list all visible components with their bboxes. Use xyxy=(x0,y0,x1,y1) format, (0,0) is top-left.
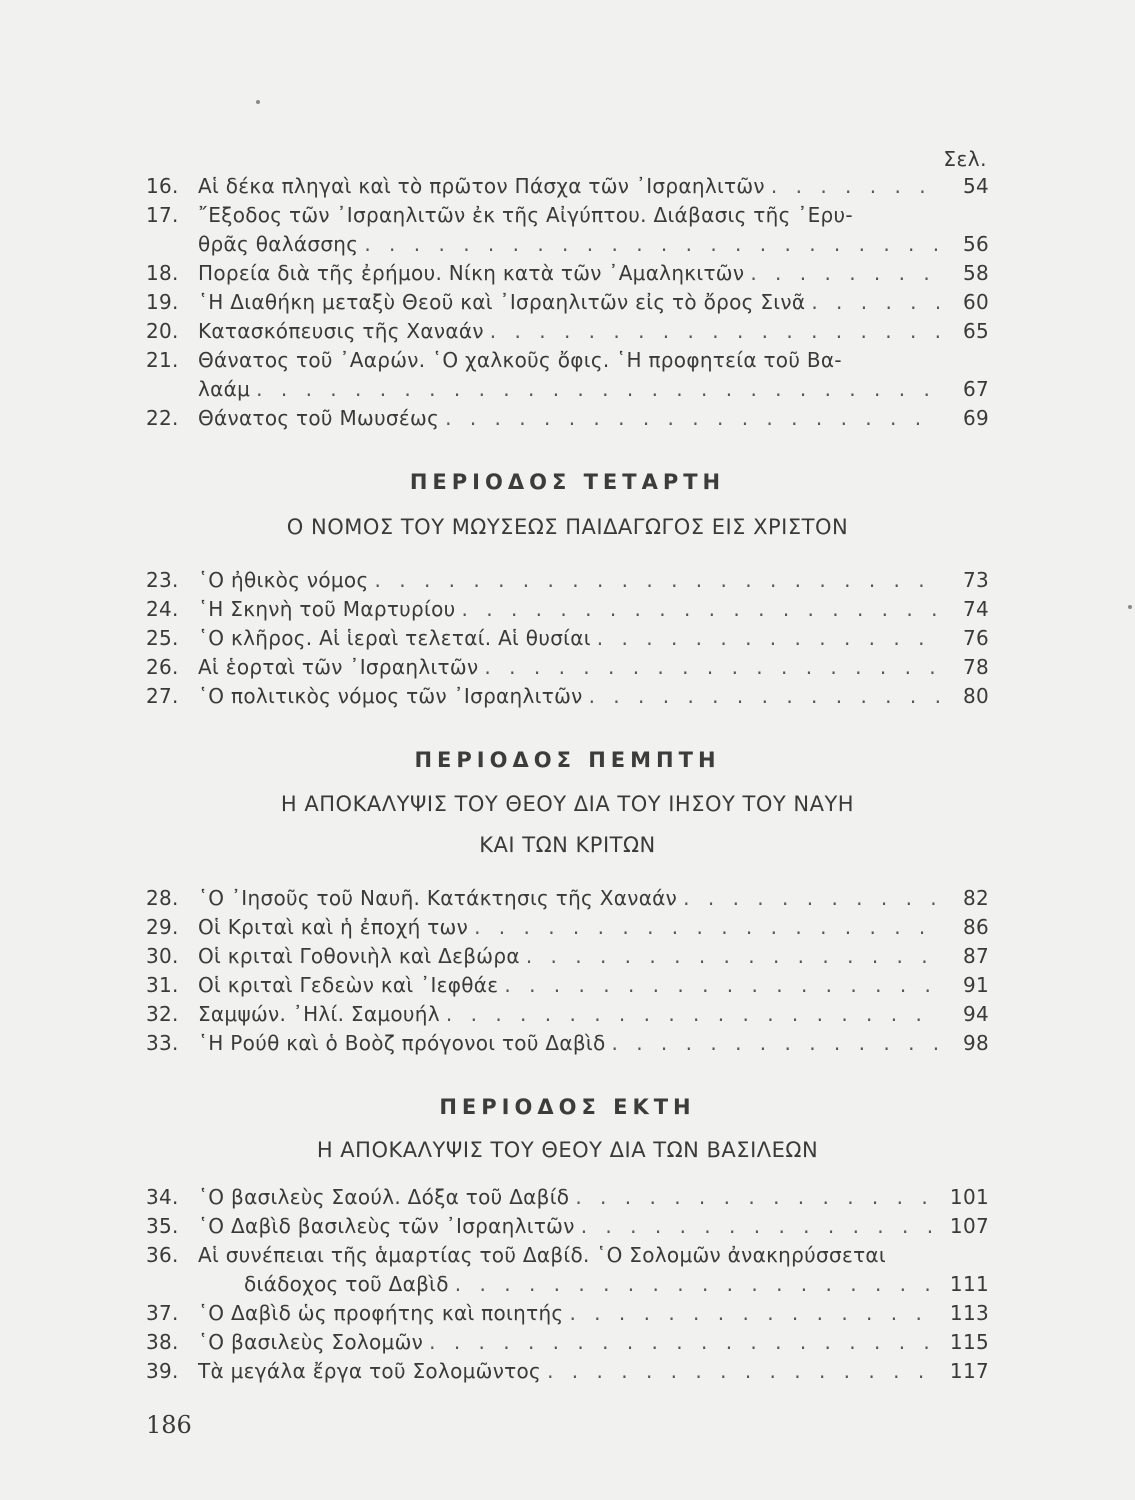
chapter-number: 18. xyxy=(146,261,179,285)
page-reference: 78 xyxy=(962,655,989,679)
toc-entry-line xyxy=(146,1212,989,1241)
chapter-title: Τὰ μεγάλα ἔργα τοῦ Σολομῶντος xyxy=(198,1359,542,1383)
dot-leader xyxy=(474,913,939,942)
page-reference: 54 xyxy=(962,174,989,198)
chapter-title: ῾Η Ρούθ καὶ ὁ Βοὸζ πρόγονοι τοῦ Δαβὶδ xyxy=(198,1031,606,1055)
toc-entry xyxy=(146,682,989,711)
chapter-title: ῾Η Σκηνὴ τοῦ Μαρτυρίου xyxy=(198,597,456,621)
toc-entry-line xyxy=(146,942,989,971)
chapter-title: ῾Ο Δαβὶδ βασιλεὺς τῶν ᾿Ισραηλιτῶν xyxy=(198,1214,575,1238)
toc-entry-line xyxy=(146,346,989,375)
page-reference: 115 xyxy=(949,1330,989,1354)
period-heading-5: ΠΕΡΙΟΔΟΣ ΠΕΜΠΤΗ xyxy=(414,748,721,772)
dot-leader xyxy=(484,653,939,682)
chapter-title: Οἱ Κριταὶ καὶ ἡ ἐποχή των xyxy=(198,915,469,939)
page-reference: 113 xyxy=(949,1301,989,1325)
toc-entry-line xyxy=(146,971,989,1000)
page-reference: 87 xyxy=(962,944,989,968)
page-reference: 76 xyxy=(962,626,989,650)
page-reference: 107 xyxy=(949,1214,989,1238)
chapter-title: ῾Ο Δαβὶδ ὡς προφήτης καὶ ποιητής xyxy=(198,1301,564,1325)
chapter-title: Σαμψών. ᾿Ηλί. Σαμουήλ xyxy=(198,1002,440,1026)
chapter-number: 26. xyxy=(146,655,179,679)
toc-entry xyxy=(146,1241,989,1299)
chapter-title: Πορεία διὰ τῆς ἐρήμου. Νίκη κατὰ τῶν ᾿Αμαληκιτῶν xyxy=(198,261,745,285)
dot-leader xyxy=(581,1212,939,1241)
toc-entry-continuation xyxy=(146,230,989,259)
chapter-number: 33. xyxy=(146,1031,179,1055)
dot-leader xyxy=(455,1270,939,1299)
dot-leader xyxy=(547,1357,939,1386)
chapter-number: 22. xyxy=(146,406,179,430)
chapter-number: 23. xyxy=(146,568,179,592)
chapter-title: ῾Ο βασιλεὺς Σολομῶν xyxy=(198,1330,424,1354)
toc-entry xyxy=(146,1299,989,1328)
toc-entry-line xyxy=(146,201,989,230)
dot-leader xyxy=(256,375,939,404)
chapter-title: Θάνατος τοῦ Μωυσέως xyxy=(198,406,440,430)
dot-leader xyxy=(429,1328,939,1357)
chapter-number: 27. xyxy=(146,684,179,708)
period-heading-4: ΠΕΡΙΟΔΟΣ ΤΕΤΑΡΤΗ xyxy=(409,470,726,494)
chapter-title: ῎Εξοδος τῶν ᾿Ισραηλιτῶν ἐκ τῆς Αἰγύπτου. Διάβασις τῆς ᾿Ερυ- xyxy=(198,203,853,227)
chapter-title: Οἱ κριταὶ Γεδεὼν καὶ ᾿Ιεφθάε xyxy=(198,973,499,997)
toc-entry-line xyxy=(146,172,989,201)
dot-leader xyxy=(575,1183,939,1212)
toc-entry-line xyxy=(146,653,989,682)
chapter-number: 29. xyxy=(146,915,179,939)
chapter-number: 19. xyxy=(146,290,179,314)
chapter-number: 16. xyxy=(146,174,179,198)
toc-entry-line xyxy=(146,624,989,653)
chapter-title: ῾Η Διαθήκη μεταξὺ Θεοῦ καὶ ᾿Ισραηλιτῶν εἰς τὸ ὄρος Σινᾶ xyxy=(198,290,806,314)
toc-entry xyxy=(146,259,989,288)
page-reference: 111 xyxy=(949,1272,989,1296)
page-reference: 117 xyxy=(949,1359,989,1383)
section-title-5-line1: Η ΑΠΟΚΑΛΥΨΙΣ ΤΟΥ ΘΕΟΥ ΔΙΑ ΤΟΥ ΙΗΣΟΥ ΤΟΥ ΝΑΥΗ xyxy=(280,792,855,816)
section-title-4: Ο ΝΟΜΟΣ ΤΟΥ ΜΩΥΣΕΩΣ ΠΑΙΔΑΓΩΓΟΣ ΕΙΣ ΧΡΙΣΤΟΝ xyxy=(286,515,849,539)
chapter-title: ῾Ο κλῆρος. Αἱ ἱεραὶ τελεταί. Αἱ θυσίαι xyxy=(198,626,591,650)
toc-entry-line xyxy=(146,404,989,433)
dot-leader xyxy=(750,259,939,288)
toc-entry-line xyxy=(146,682,989,711)
chapter-title: Αἱ δέκα πληγαὶ καὶ τὸ πρῶτον Πάσχα τῶν ᾿Ισραηλιτῶν xyxy=(198,174,765,198)
page-column-label: Σελ. xyxy=(943,147,987,171)
toc-entry-line xyxy=(146,1328,989,1357)
toc-entry-line xyxy=(146,884,989,913)
section-title-6: Η ΑΠΟΚΑΛΥΨΙΣ ΤΟΥ ΘΕΟΥ ΔΙΑ ΤΩΝ ΒΑΣΙΛΕΩΝ xyxy=(316,1138,819,1162)
chapter-number: 25. xyxy=(146,626,179,650)
page-reference: 65 xyxy=(962,319,989,343)
dot-leader xyxy=(612,1029,940,1058)
chapter-title: ῾Ο ᾿Ιησοῦς τοῦ Ναυῆ. Κατάκτησις τῆς Χαναάν xyxy=(198,886,678,910)
chapter-title: λαάμ xyxy=(198,377,251,401)
page-reference: 60 xyxy=(962,290,989,314)
chapter-title: Θάνατος τοῦ ᾿Ααρών. ῾Ο χαλκοῦς ὄφις. ῾Η προφητεία τοῦ Βα- xyxy=(198,348,842,372)
toc-entry xyxy=(146,1000,989,1029)
dot-leader xyxy=(589,682,939,711)
toc-entry-line xyxy=(146,1029,989,1058)
page-reference: 73 xyxy=(962,568,989,592)
folio-page-number: 186 xyxy=(146,1411,192,1439)
dot-leader xyxy=(504,971,939,1000)
toc-entry xyxy=(146,971,989,1000)
chapter-title: ῾Ο βασιλεὺς Σαούλ. Δόξα τοῦ Δαβίδ xyxy=(198,1185,570,1209)
page-reference: 91 xyxy=(962,973,989,997)
toc-entry xyxy=(146,595,989,624)
chapter-number: 37. xyxy=(146,1301,179,1325)
period-heading-6: ΠΕΡΙΟΔΟΣ ΕΚΤΗ xyxy=(439,1095,696,1119)
toc-entry xyxy=(146,884,989,913)
chapter-title: Αἱ ἑορταὶ τῶν ᾿Ισραηλιτῶν xyxy=(198,655,479,679)
toc-entry-continuation xyxy=(146,375,989,404)
chapter-title: Κατασκόπευσις τῆς Χαναάν xyxy=(198,319,484,343)
toc-entry-line xyxy=(146,288,989,317)
toc-entry-continuation xyxy=(146,1270,989,1299)
page-reference: 86 xyxy=(962,915,989,939)
toc-entry xyxy=(146,913,989,942)
chapter-title: Αἱ συνέπειαι τῆς ἁμαρτίας τοῦ Δαβίδ. ῾Ο Σολομῶν ἀνακηρύσσεται xyxy=(198,1243,886,1267)
toc-entry-line xyxy=(146,595,989,624)
page-reference: 69 xyxy=(962,406,989,430)
chapter-number: 32. xyxy=(146,1002,179,1026)
toc-entry-line xyxy=(146,317,989,346)
chapter-title: θρᾶς θαλάσσης xyxy=(198,232,359,256)
chapter-number: 21. xyxy=(146,348,179,372)
page-reference: 94 xyxy=(962,1002,989,1026)
dot-leader xyxy=(490,317,939,346)
toc-entry-line xyxy=(146,1241,989,1270)
page-reference: 98 xyxy=(962,1031,989,1055)
page-reference: 74 xyxy=(962,597,989,621)
toc-group-1 xyxy=(146,172,989,433)
toc-entry xyxy=(146,201,989,259)
toc-entry xyxy=(146,1328,989,1357)
dot-leader xyxy=(446,1000,939,1029)
dot-leader xyxy=(462,595,939,624)
toc-entry xyxy=(146,346,989,404)
toc-group-4 xyxy=(146,1183,989,1386)
print-speck xyxy=(1128,605,1132,609)
toc-entry xyxy=(146,317,989,346)
chapter-number: 31. xyxy=(146,973,179,997)
chapter-number: 36. xyxy=(146,1243,179,1267)
chapter-number: 17. xyxy=(146,203,179,227)
toc-entry xyxy=(146,404,989,433)
dot-leader xyxy=(445,404,939,433)
toc-entry-line xyxy=(146,1299,989,1328)
toc-entry xyxy=(146,288,989,317)
toc-group-2 xyxy=(146,566,989,711)
dot-leader xyxy=(597,624,939,653)
toc-entry xyxy=(146,653,989,682)
page-reference: 56 xyxy=(962,232,989,256)
toc-entry-line xyxy=(146,1183,989,1212)
toc-entry xyxy=(146,1357,989,1386)
chapter-title: διάδοχος τοῦ Δαβὶδ xyxy=(244,1272,449,1296)
dot-leader xyxy=(569,1299,939,1328)
toc-entry-line xyxy=(146,913,989,942)
chapter-number: 20. xyxy=(146,319,179,343)
toc-entry xyxy=(146,1212,989,1241)
dot-leader xyxy=(364,230,939,259)
toc-entry-line xyxy=(146,1357,989,1386)
chapter-number: 30. xyxy=(146,944,179,968)
chapter-number: 34. xyxy=(146,1185,179,1209)
chapter-number: 24. xyxy=(146,597,179,621)
dot-leader xyxy=(683,884,939,913)
chapter-title: ῾Ο πολιτικὸς νόμος τῶν ᾿Ισραηλιτῶν xyxy=(198,684,583,708)
page-reference: 82 xyxy=(962,886,989,910)
chapter-number: 35. xyxy=(146,1214,179,1238)
print-speck xyxy=(256,100,260,104)
toc-entry xyxy=(146,1029,989,1058)
dot-leader xyxy=(375,566,939,595)
toc-entry-line xyxy=(146,566,989,595)
toc-group-3 xyxy=(146,884,989,1058)
chapter-number: 28. xyxy=(146,886,179,910)
toc-entry-line xyxy=(146,259,989,288)
toc-entry xyxy=(146,942,989,971)
dot-leader xyxy=(526,942,939,971)
toc-entry xyxy=(146,624,989,653)
toc-entry-line xyxy=(146,1000,989,1029)
chapter-number: 39. xyxy=(146,1359,179,1383)
chapter-title: ῾Ο ἠθικὸς νόμος xyxy=(198,568,369,592)
section-title-5-line2: ΚΑΙ ΤΩΝ ΚΡΙΤΩΝ xyxy=(479,833,656,857)
page-reference: 80 xyxy=(962,684,989,708)
toc-entry xyxy=(146,172,989,201)
page-reference: 58 xyxy=(962,261,989,285)
page-reference: 67 xyxy=(962,377,989,401)
toc-entry xyxy=(146,566,989,595)
page-reference: 101 xyxy=(949,1185,989,1209)
chapter-number: 38. xyxy=(146,1330,179,1354)
chapter-title: Οἱ κριταὶ Γοθονιὴλ καὶ Δεβώρα xyxy=(198,944,520,968)
dot-leader xyxy=(771,172,939,201)
toc-entry xyxy=(146,1183,989,1212)
dot-leader xyxy=(811,288,939,317)
